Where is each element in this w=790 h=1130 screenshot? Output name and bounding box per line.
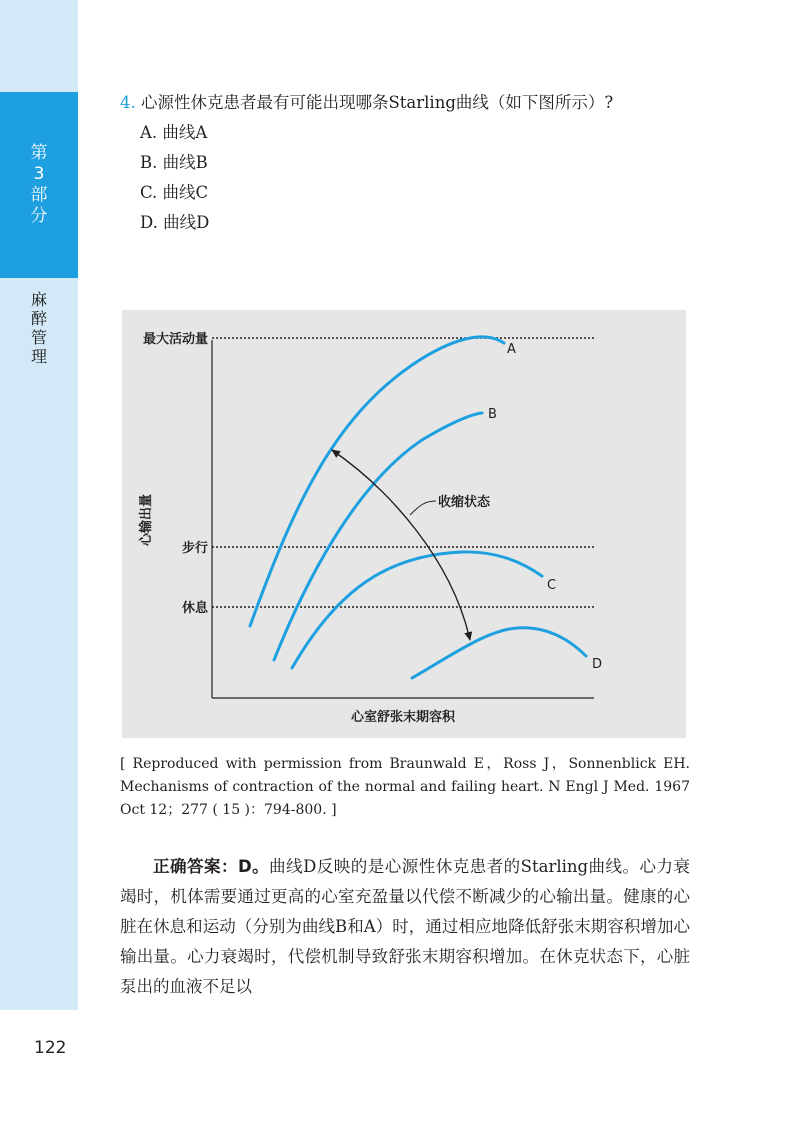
- option-a: A. 曲线A: [140, 123, 208, 142]
- x-axis-label: 心室舒张末期容积: [350, 710, 456, 725]
- question-stem: [120, 88, 690, 118]
- curve-b: [274, 413, 482, 660]
- option-b: B. 曲线B: [140, 153, 208, 172]
- y-axis-label: 心输出量: [139, 493, 154, 547]
- page-number: 122: [34, 1038, 67, 1058]
- answer-paragraph: [120, 852, 690, 1002]
- option-d: D. 曲线D: [140, 213, 210, 232]
- part-char: 3: [33, 164, 45, 184]
- answer-label: 正确答案：D。: [153, 857, 270, 876]
- section-title-tab: [0, 290, 78, 366]
- curve-label-c: C: [547, 578, 557, 593]
- question-number: 4.: [120, 93, 136, 112]
- curve-label-b: B: [488, 407, 497, 422]
- question-block: [120, 88, 690, 238]
- part-tab: [0, 92, 78, 278]
- part-char: 第: [30, 143, 48, 163]
- curve-c: [292, 552, 542, 668]
- contractility-arrow: [332, 450, 470, 640]
- figure-caption: [ Reproduced with permission from Braunwald E，Ross J，Sonnenblick EH. Mechanisms of contraction of the normal and failing heart. N Engl J Med. 1967 Oct 12；277 ( 15 )：794-800. ]: [120, 756, 690, 818]
- answer-text: 曲线D反映的是心源性休克患者的Starling曲线。心力衰竭时，机体需要通过更高的心室充盈量以代偿不断减少的心输出量。健康的心脏在休息和运动（分别为曲线B和A）时，通过相应地降低舒张末期容积增加心输出量。心力衰竭时，代偿机制导致舒张末期容积增加。在休克状态下，心脏泵出的血液不足以: [120, 857, 690, 996]
- starling-chart: [122, 310, 686, 738]
- question-text: 心源性休克患者最有可能出现哪条Starling曲线（如下图所示）?: [141, 93, 614, 112]
- starling-curve-figure: [122, 310, 686, 738]
- section-char: 醉: [30, 309, 47, 328]
- contractility-leader: [410, 501, 436, 515]
- ref-label-rest: 休息: [181, 601, 208, 616]
- section-char: 理: [30, 347, 47, 366]
- section-char: 管: [30, 328, 47, 347]
- option-c: C. 曲线C: [140, 183, 209, 202]
- contractility-label: 收缩状态: [438, 495, 491, 510]
- ref-label-walking: 步行: [181, 541, 208, 556]
- curve-label-a: A: [507, 342, 516, 357]
- curve-d: [412, 628, 586, 678]
- section-char: 麻: [30, 290, 47, 309]
- ref-label-max-activity: 最大活动量: [142, 332, 208, 347]
- part-char: 部: [30, 185, 48, 205]
- part-char: 分: [30, 206, 48, 226]
- curve-label-d: D: [592, 657, 603, 672]
